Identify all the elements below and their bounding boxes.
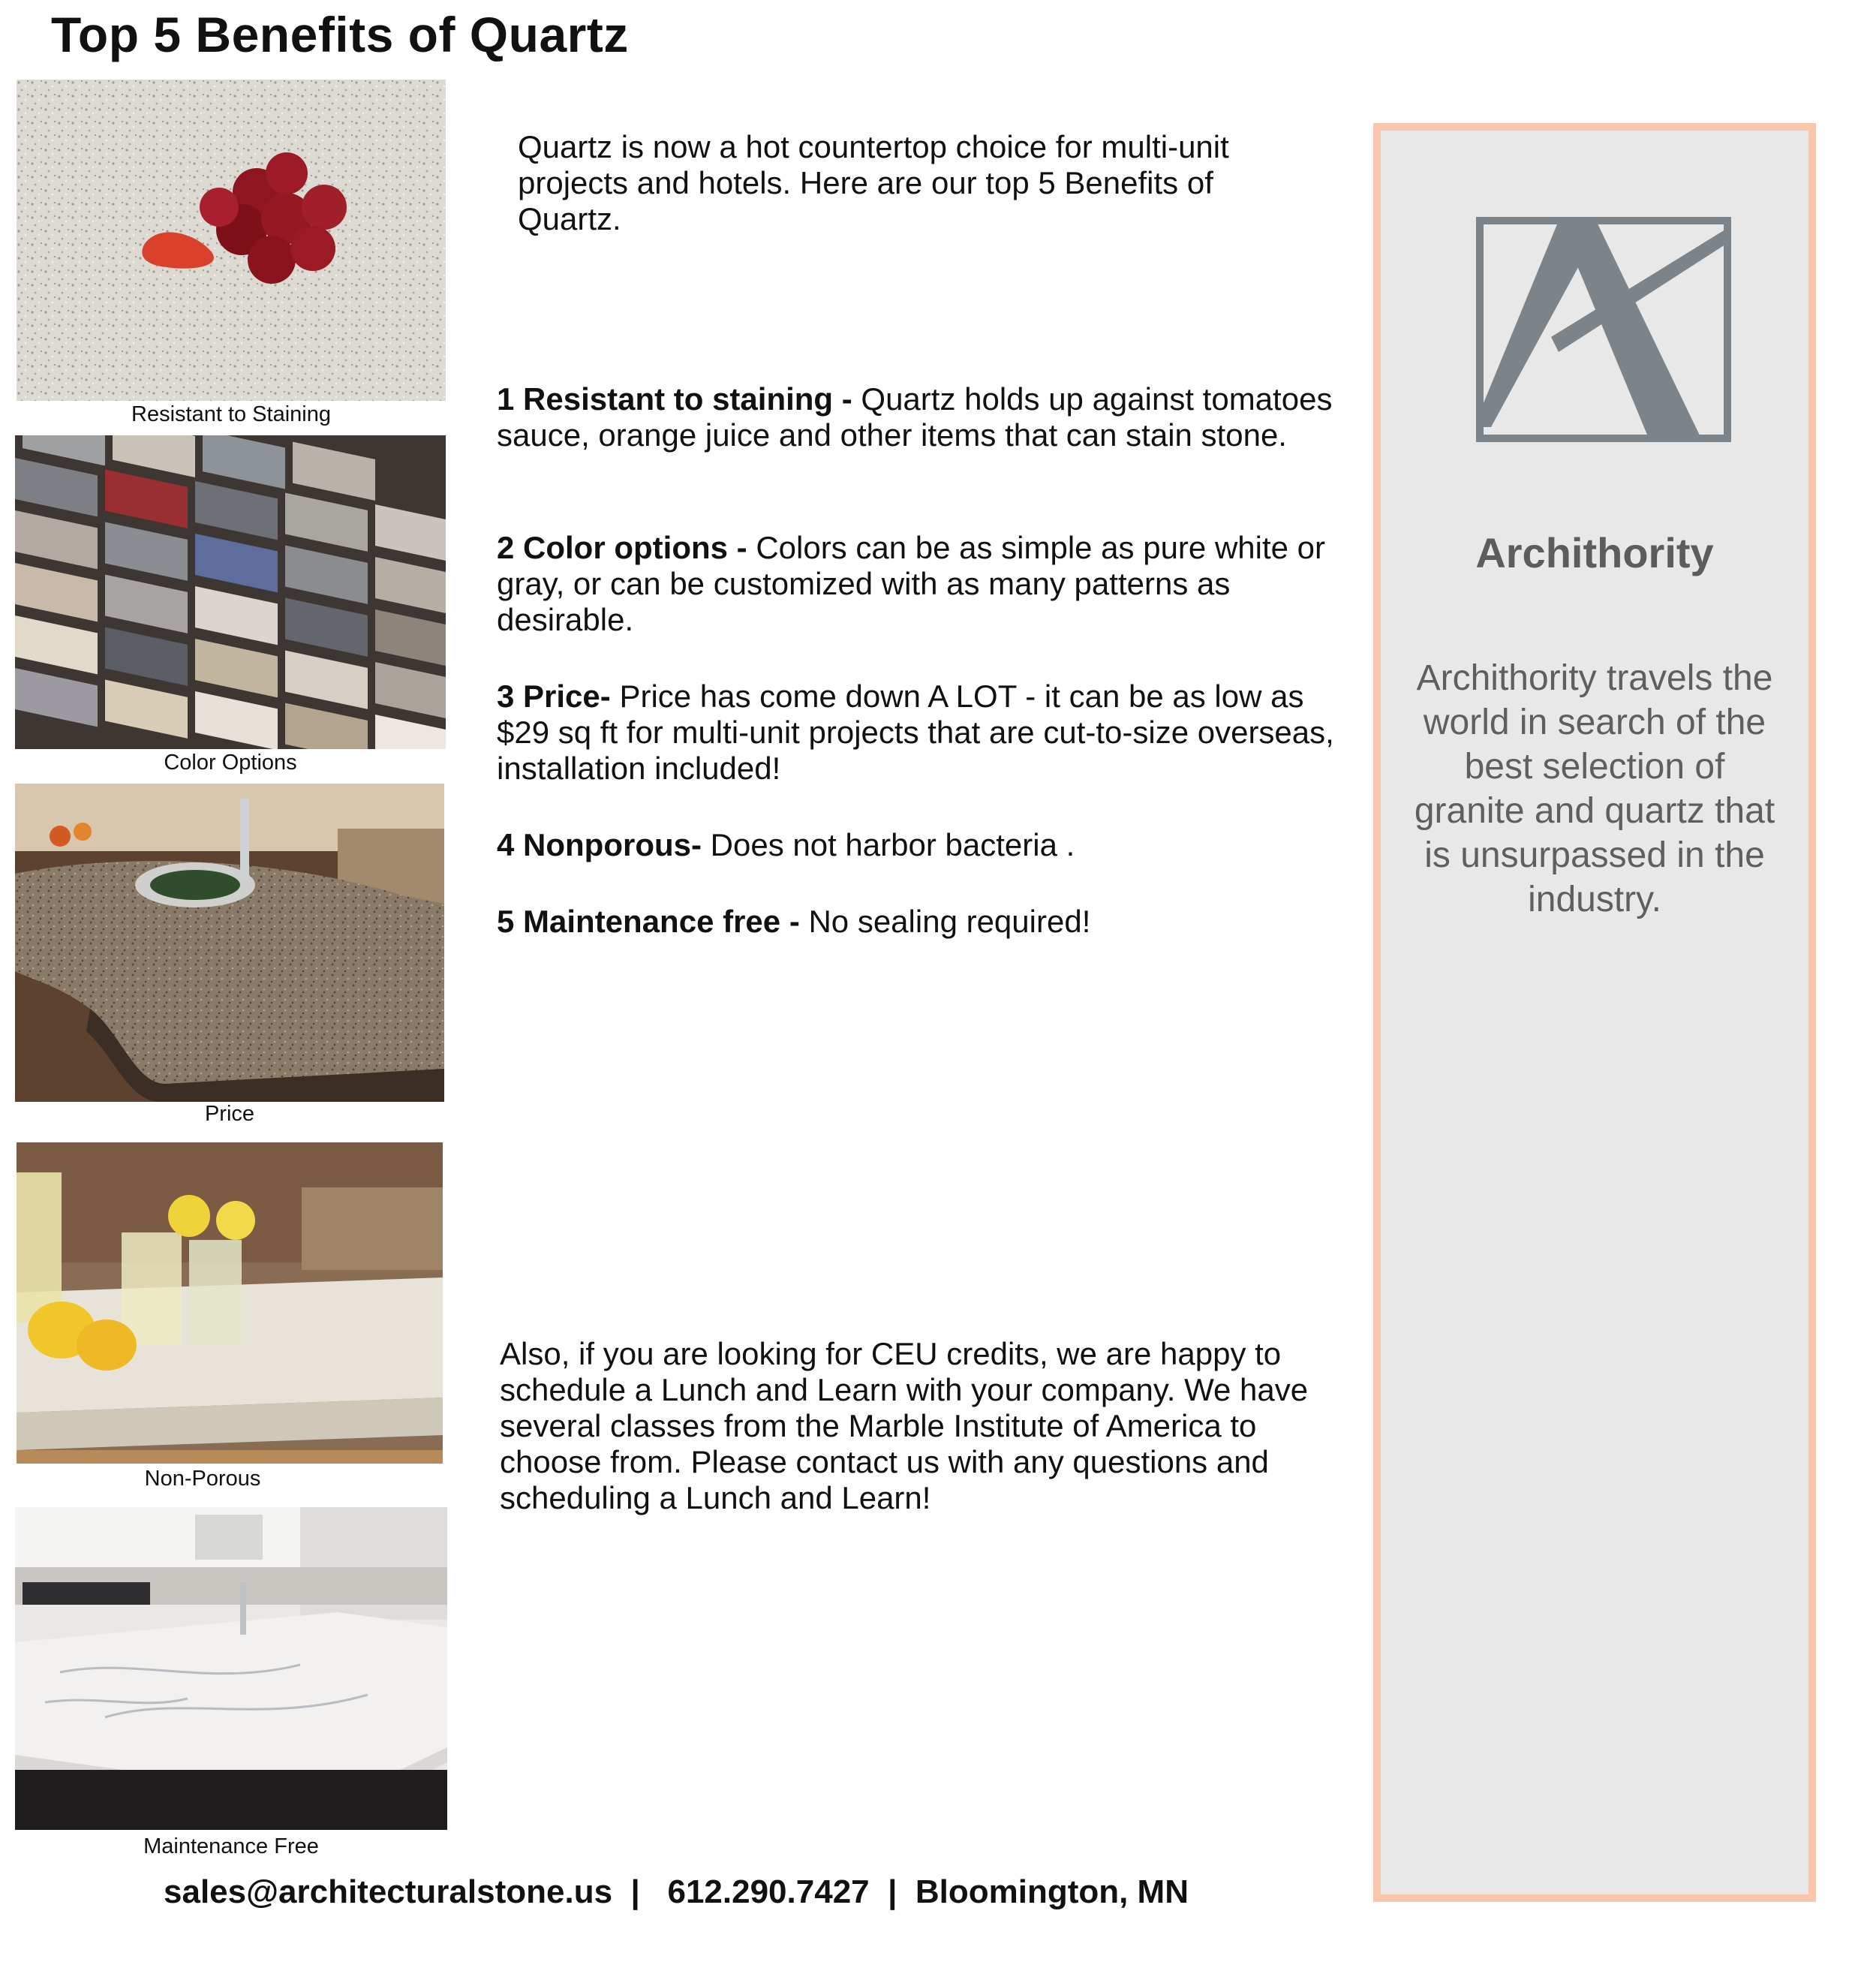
benefit-item [497,679,1352,787]
benefit-heading: 4 Nonporous- [497,827,711,862]
ceu-paragraph: Also, if you are looking for CEU credits, we are happy to schedule a Lunch and Learn with your company. We have several classes from the Marble Institute of America to choose from. Please contact us with any questions and scheduling a Lunch and Learn! [500,1336,1309,1515]
contact-footer: sales@architecturalstone.us | 612.290.7427 | Bloomington, MN [164,1873,1189,1910]
benefit-heading: 2 Color options - [497,530,756,565]
marble-kitchen-island-image [15,1507,447,1830]
photo-caption: Non-Porous [144,1467,261,1491]
raspberries-on-quartz-image [17,80,446,401]
benefit-item [497,381,1352,453]
benefit-heading: 1 Resistant to staining - [497,381,861,417]
benefit-text: No sealing required! [808,904,1091,939]
benefit-text: Quartz holds up against tomatoes sauce, orange juice and other items that can stain stone. [497,381,1333,453]
photo-caption: Price [204,1102,255,1126]
benefit-item [497,827,1352,863]
quartz-color-samples-image [15,435,446,749]
benefit-heading: 3 Price- [497,679,620,714]
brand-name: Archithority [1475,529,1714,576]
benefit-heading: 5 Maintenance free - [497,904,809,939]
benefit-text: Does not harbor bacteria . [710,827,1075,862]
photo-caption: Color Options [164,751,297,775]
page-title: Top 5 Benefits of Quartz [51,7,629,62]
brand-blurb: Archithority travels the world in search of the best selection of granite and quartz that is unsurpassed in the industry. [1414,658,1775,919]
benefit-text: Colors can be as simple as pure white or gray, or can be customized with as many patterns as desirable. [497,530,1325,637]
photo-caption: Maintenance Free [143,1834,319,1858]
curved-countertop-image [15,784,444,1102]
benefit-item [497,530,1352,638]
archithority-logo-icon [1476,217,1731,442]
brand-sidebar [1373,123,1816,1902]
benefit-text: Price has come down A LOT - it can be as low as $29 sq ft for multi-unit projects that are cut-to-size overseas, installation included! [497,679,1334,786]
photo-caption: Resistant to Staining [131,402,331,426]
lemonade-countertop-image [17,1142,443,1464]
intro-paragraph: Quartz is now a hot countertop choice for multi-unit projects and hotels. Here are our top 5 Benefits of Quartz. [518,129,1229,236]
benefit-item [497,904,1352,940]
